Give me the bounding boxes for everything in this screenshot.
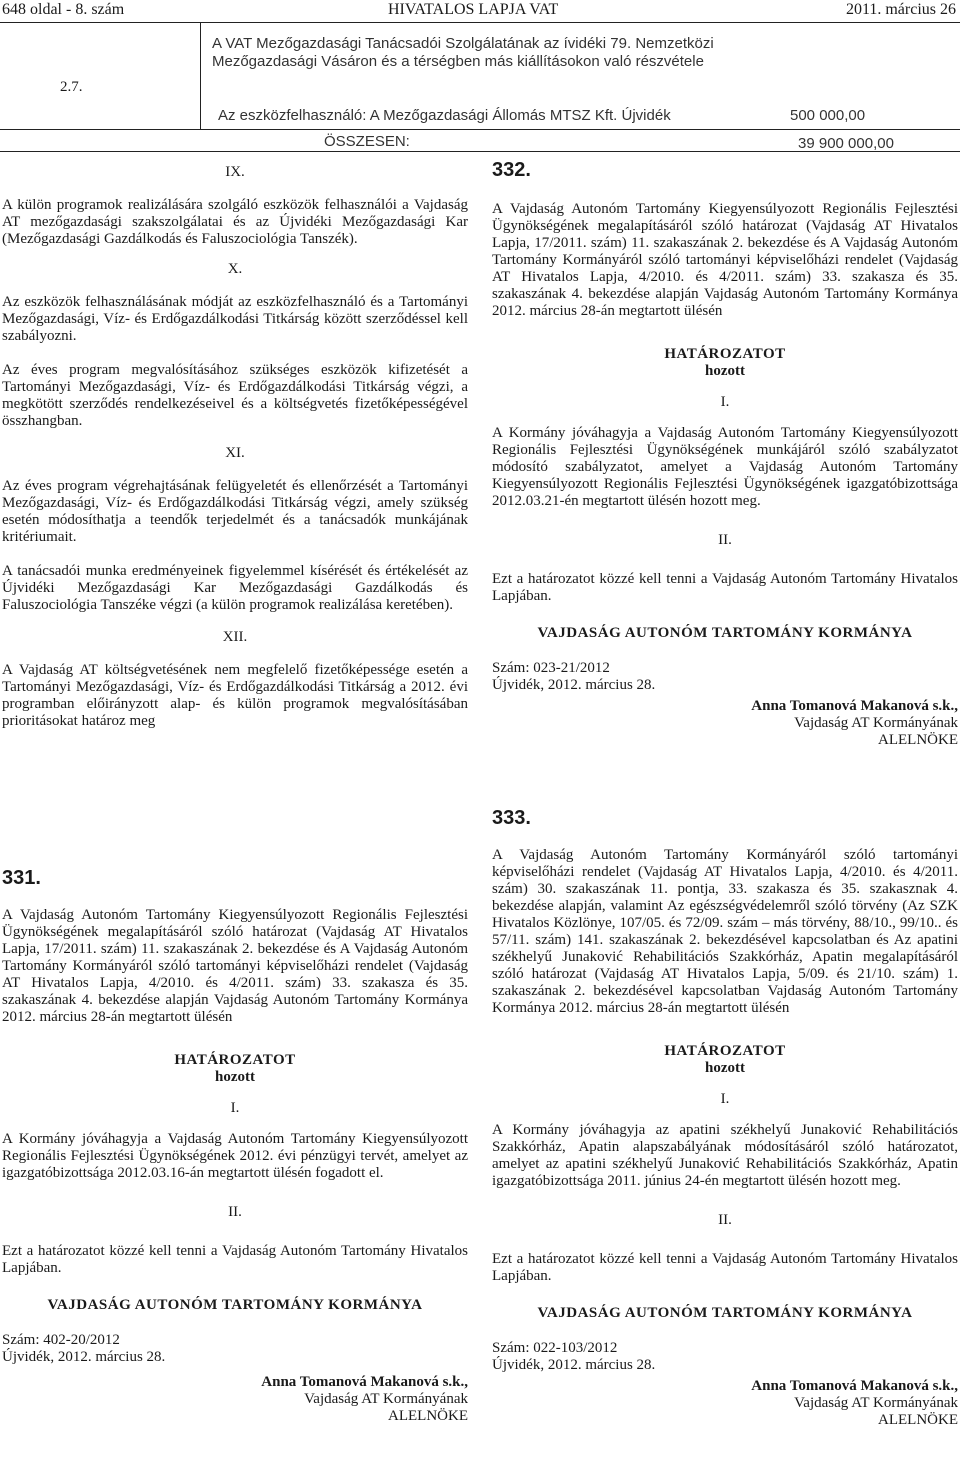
- document-331: [2, 867, 468, 1425]
- document-number: 332.: [492, 159, 531, 181]
- section-heading: IX.: [225, 164, 245, 180]
- issue-date: 2011. március 26: [845, 1, 956, 18]
- preamble: A Vajdaság Autonóm Tartomány Kiegyensúlyozott Regionális Fejlesztési Ügynökségének megalapításáról szóló határozat (Vajdaság AT Hivatalos Lapja, 17/2011. szám) 11. szakaszának 2. bekezdése és A Vajdaság Autonóm Tartomány Kormányáról szóló tartományi képviselőházi rendelet (Vajdaság AT Hivatalos Lapja, 4/2010. és 4/2011. szám) 33. szakasza és 35. szakaszának 4. bekezdése alapján Vajdaság Autonóm Tartomány Kormánya 2012. március 28-án megtartott ülésén: [2, 907, 468, 1025]
- signatory-org: Vajdaság AT Kormányának: [794, 715, 958, 731]
- decision-title: HATÁROZATOT: [664, 1043, 786, 1059]
- document-number: 333.: [492, 807, 531, 829]
- issue-place-date: Újvidék, 2012. március 28.: [492, 677, 656, 693]
- paragraph: A Kormány jóváhagyja a Vajdaság Autonóm Tartomány Kiegyensúlyozott Regionális Fejlesztési Ügynökségének munkájáról szóló szabályzatot módosító szabályzatot, amelyet a Vajdaság Autonóm Tartomány Kiegyensúlyozott Regionális Fejlesztési Ügynökségének igazgatóbizottsága 2012.03.21-én megtartott ülésén hozott meg.: [492, 425, 958, 509]
- table-user: Az eszközfelhasználó: A Mezőgazdasági Állomás MTSZ Kft. Újvidék: [218, 107, 671, 124]
- table-row-title: A VAT Mezőgazdasági Tanácsadói Szolgálatának az ívidéki 79. Nemzetközi Mezőgazdasági Vásáron és a térségben más kiállításokon való részvétele: [212, 35, 714, 70]
- table-divider: [0, 129, 960, 130]
- preamble: A Vajdaság Autonóm Tartomány Kormányáról szóló tartományi képviselőházi rendelet (Vajdaság AT Hivatalos Lapja, 4/2010. és 4/2011. szám) 30. szakaszának 11. pontja, 33. szakasza és 35. szakasznak 4. bekezdése alapján, valamint Az egészségvédelemről szóló törvény (Az SZK Hivatalos Közlönye, 107/05. és 72/09. szám – más törvény, 88/10., 99/10.. és 57/11. szám) 141. szakaszának 2. bekezdésével kapcsolatban és Az apatini székhelyű Junaković Rehabilitációs Szakkórház, Apatin megalapításáról szóló határozat (Vajdaság AT Hivatalos Lapja, 5/09. és 21/10. szám) 1. szakaszának 2. bekezdésével kapcsolatban Vajdaság Autonóm Tartomány Kormánya 2012. március 28-án megtartott ülésén: [492, 847, 958, 1016]
- section-heading: XI.: [225, 445, 245, 461]
- government-name: VAJDASÁG AUTONÓM TARTOMÁNY KORMÁNYA: [537, 625, 913, 641]
- preamble: A Vajdaság Autonóm Tartomány Kiegyensúlyozott Regionális Fejlesztési Ügynökségének megalapításáról szóló határozat (Vajdaság AT Hivatalos Lapja, 17/2011. szám) 11. szakaszának 2. bekezdése és A Vajdaság Autonóm Tartomány Kormányáról szóló tartományi képviselőházi rendelet (Vajdaság AT Hivatalos Lapja, 4/2010. és 4/2011. szám) 33. szakasza és 35. szakaszának 4. bekezdése alapján Vajdaság Autonóm Tartomány Kormánya 2012. március 28-án megtartott ülésén: [492, 201, 958, 319]
- section-heading: I.: [720, 394, 730, 410]
- paragraph: Ezt a határozatot közzé kell tenni a Vajdaság Autonóm Tartomány Hivatalos Lapjában.: [492, 1251, 958, 1284]
- reference-number: Szám: 022-103/2012: [492, 1340, 618, 1356]
- decision-title: HATÁROZATOT: [174, 1052, 296, 1068]
- government-name: VAJDASÁG AUTONÓM TARTOMÁNY KORMÁNYA: [537, 1305, 913, 1321]
- document-number: 331.: [2, 867, 41, 889]
- signatory-org: Vajdaság AT Kormányának: [304, 1391, 468, 1407]
- government-name: VAJDASÁG AUTONÓM TARTOMÁNY KORMÁNYA: [47, 1297, 423, 1313]
- section-heading: II.: [718, 1212, 732, 1228]
- reference-number: Szám: 023-21/2012: [492, 660, 610, 676]
- section-heading: II.: [228, 1204, 242, 1220]
- paragraph: Az éves program végrehajtásának felügyeletét és ellenőrzését a Tartományi Mezőgazdasági, Víz- és Erdőgazdálkodási Titkárság végzi, amely szükség esetén módosíthatja a teendők terjedelmét és a tanácsadók munkájának kritériumait.: [2, 478, 468, 545]
- signatory-org: Vajdaság AT Kormányának: [794, 1395, 958, 1411]
- section-heading: X.: [227, 261, 243, 277]
- reference-number: Szám: 402-20/2012: [2, 1332, 120, 1348]
- issue-place-date: Újvidék, 2012. március 28.: [492, 1357, 656, 1373]
- issue-place-date: Újvidék, 2012. március 28.: [2, 1349, 166, 1365]
- table-amount: 500 000,00: [790, 107, 866, 124]
- decision-subtitle: hozott: [215, 1069, 255, 1085]
- decision-subtitle: hozott: [705, 363, 745, 379]
- paragraph: Az eszközök felhasználásának módját az eszközfelhasználó és a Tartományi Mezőgazdasági, Víz- és Erdőgazdálkodási Titkárság között szerződéssel kell szabályozni.: [2, 294, 468, 344]
- table-row-number: 2.7.: [60, 79, 83, 95]
- page-number: 648 oldal - 8. szám: [2, 1, 125, 18]
- paragraph: Ezt a határozatot közzé kell tenni a Vajdaság Autonóm Tartomány Hivatalos Lapjában.: [492, 571, 958, 604]
- signatory-role: ALELNÖKE: [878, 732, 958, 748]
- paragraph: A külön programok realizálására szolgáló eszközök felhasználói a Vajdaság AT mezőgazdasági szakszolgálatai és az Újvidéki Mezőgazdasági Kar (Mezőgazdasági Gazdálkodás és Faluszociológia Tanszék).: [2, 197, 468, 247]
- paragraph: Az éves program megvalósításához szükséges eszközök kifizetését a Tartományi Mezőgazdasági, Víz- és Erdőgazdálkodási Titkárság végzi, a megkötött szerződés rendelkezéseivel és a költségvetés fizetőképességével összhangban.: [2, 362, 468, 429]
- decision-title: HATÁROZATOT: [664, 346, 786, 362]
- signatory-name: Anna Tomanová Makanová s.k.,: [751, 1378, 958, 1394]
- document-332: [492, 159, 958, 749]
- journal-title: HIVATALOS LAPJA VAT: [388, 1, 559, 18]
- left-column: [2, 164, 468, 730]
- section-heading: II.: [718, 532, 732, 548]
- signatory-role: ALELNÖKE: [388, 1408, 468, 1424]
- paragraph: A tanácsadói munka eredményeinek figyelemmel kísérését és értékelését az Újvidéki Mezőgazdasági Kar Mezőgazdasági Gazdálkodás és Faluszociológia Tanszéke végzi (a külön programok realizálása keretében).: [2, 563, 468, 613]
- section-heading: XII.: [222, 629, 248, 645]
- section-heading: I.: [230, 1100, 240, 1116]
- decision-subtitle: hozott: [705, 1060, 745, 1076]
- paragraph: A Vajdaság AT költségvetésének nem megfelelő fizetőképessége esetén a Tartományi Mezőgazdasági, Víz- és Erdőgazdálkodási Titkárság a 2012. évi programban előirányzott alap- és külön programok megvalósításában prioritásokat határoz meg: [2, 662, 468, 729]
- paragraph: A Kormány jóváhagyja az apatini székhelyű Junaković Rehabilitációs Szakkórház, Apatin alapszabályának módosításáról szóló határozatot, amelyet az apatini székhelyű Junaković Rehabilitációs Szakkórház, Apatin igazgatóbizottsága 2011. június 24-én megtartott ülésén hozott meg.: [492, 1122, 958, 1189]
- running-header: [0, 0, 960, 23]
- document-333: [492, 807, 958, 1429]
- budget-table: [0, 23, 960, 175]
- signatory-role: ALELNÖKE: [878, 1412, 958, 1428]
- table-divider: [200, 23, 201, 129]
- paragraph: Ezt a határozatot közzé kell tenni a Vajdaság Autonóm Tartomány Hivatalos Lapjában.: [2, 1243, 468, 1276]
- table-total-amount: 39 900 000,00: [798, 135, 894, 152]
- table-total-label: ÖSSZESEN:: [324, 133, 410, 150]
- section-heading: I.: [720, 1091, 730, 1107]
- signatory-name: Anna Tomanová Makanová s.k.,: [751, 698, 958, 714]
- signatory-name: Anna Tomanová Makanová s.k.,: [261, 1374, 468, 1390]
- paragraph: A Kormány jóváhagyja a Vajdaság Autonóm Tartomány Kiegyensúlyozott Regionális Fejlesztési Ügynökségének 2012. évi pénzügyi tervét, amelyet az igazgatóbizottsága 2012.03.16-án megtartott ülésén fogadott el.: [2, 1131, 468, 1181]
